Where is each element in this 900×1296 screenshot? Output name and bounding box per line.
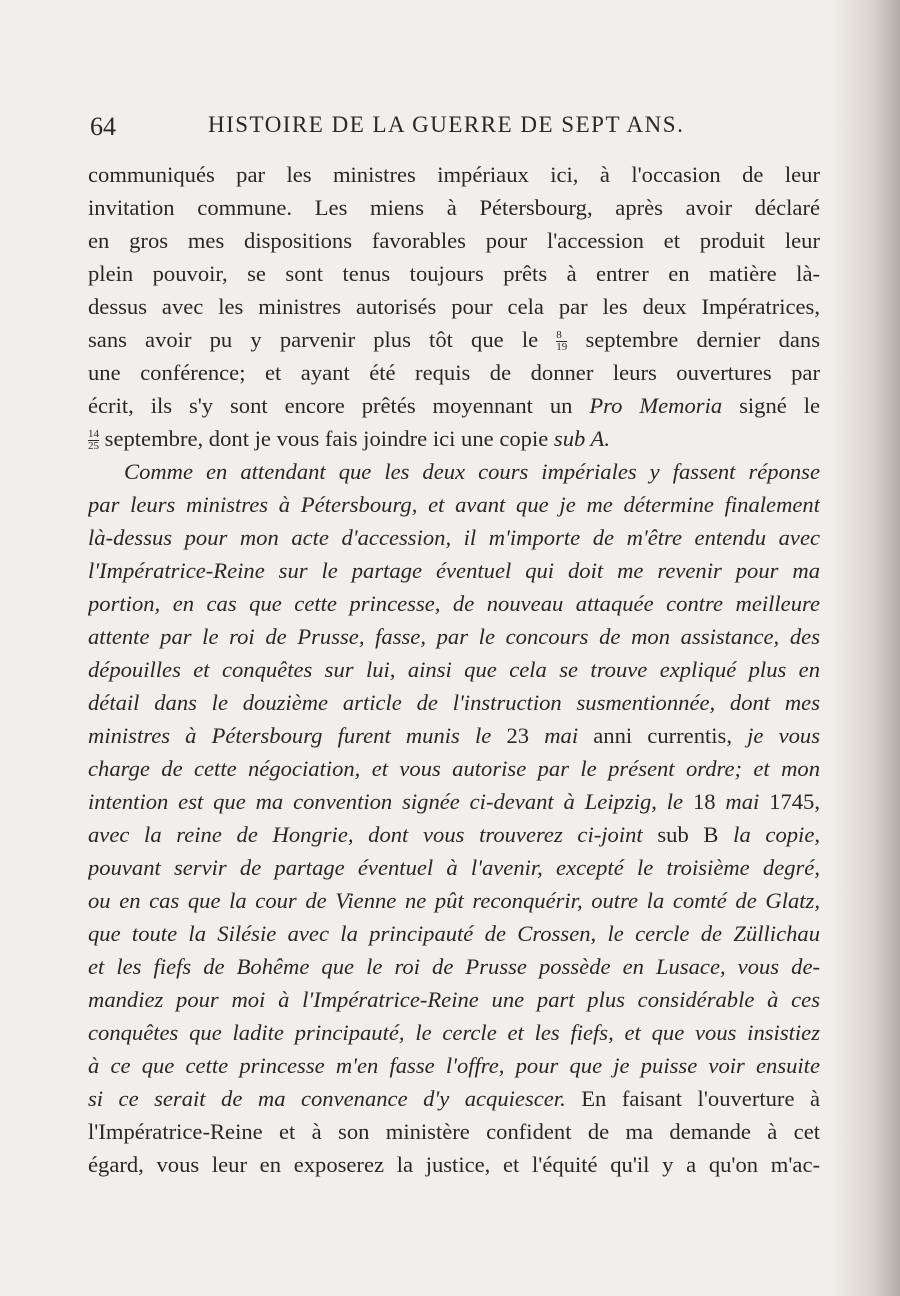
- text-line: à ce que cette princesse m'en fasse l'offre, pour que je puisse voir ensuite: [88, 1053, 820, 1078]
- text-line: conquêtes que ladite principauté, le cercle et les fiefs, et que vous insistiez: [88, 1020, 820, 1045]
- text-span: En faisant l'ouverture à: [581, 1086, 820, 1111]
- text-span: ministres à Pétersbourg furent munis le: [88, 723, 492, 748]
- text-span: écrit, ils s'y sont encore prêtés moyennant un: [88, 393, 573, 418]
- text-line: [88, 1082, 820, 1115]
- text-span: intention est que ma convention signée ci-devant à Leipzig, le: [88, 789, 684, 814]
- text-line: égard, vous leur en exposerez la justice, et l'équité qu'il y a qu'on m'ac-: [88, 1152, 820, 1177]
- text-line: en gros mes dispositions favorables pour l'accession et produit leur: [88, 228, 820, 253]
- italic-span: sub A.: [553, 426, 610, 451]
- text-line: attente par le roi de Prusse, fasse, par le concours de mon assistance, des: [88, 624, 820, 649]
- text-line: [88, 389, 820, 422]
- text-line: Comme en attendant que les deux cours impériales y fassent réponse: [124, 459, 820, 484]
- italic-span: Pro Memoria: [589, 393, 723, 418]
- text-span: septembre dernier dans: [585, 327, 820, 352]
- roman-span: 23: [506, 723, 530, 748]
- fraction-numerator: 14: [88, 428, 99, 441]
- text-line: et les fiefs de Bohême que le roi de Prusse possède en Lusace, vous de-: [88, 954, 820, 979]
- fraction-denominator: 25: [88, 440, 99, 453]
- fraction-numerator: 8: [556, 329, 562, 342]
- text-span: mai: [725, 789, 760, 814]
- text-line: ou en cas que la cour de Vienne ne pût reconquérir, outre la comté de Glatz,: [88, 888, 820, 913]
- text-span: la copie,: [733, 822, 820, 847]
- text-span: septembre, dont je vous fais joindre ici une copie: [104, 426, 549, 451]
- text-line: [88, 785, 820, 818]
- text-line: pouvant servir de partage éventuel à l'avenir, excepté le troisième degré,: [88, 855, 820, 880]
- fraction-denominator: 19: [556, 341, 568, 354]
- text-line: l'Impératrice-Reine sur le partage éventuel qui doit me revenir pour ma: [88, 558, 820, 583]
- text-line: par leurs ministres à Pétersbourg, et avant que je me détermine finalement: [88, 492, 820, 517]
- body-text: [88, 158, 820, 1181]
- page-edge-shadow: [830, 0, 900, 1296]
- text-span: avec la reine de Hongrie, dont vous trouverez ci-joint: [88, 822, 643, 847]
- text-line: [88, 818, 820, 851]
- roman-span: anni currentis,: [593, 723, 732, 748]
- page-number: 64: [90, 112, 116, 141]
- text-line: dessus avec les ministres autorisés pour cela par les deux Impératrices,: [88, 294, 820, 319]
- page-header: [90, 112, 810, 146]
- date-fraction: [88, 429, 99, 452]
- text-line: [88, 323, 820, 356]
- text-line: mandiez pour moi à l'Impératrice-Reine une part plus considérable à ces: [88, 987, 820, 1012]
- text-line: plein pouvoir, se sont tenus toujours prêts à entrer en matière là-: [88, 261, 820, 286]
- text-span: sans avoir pu y parvenir plus tôt que le: [88, 327, 539, 352]
- text-span: je vous: [747, 723, 820, 748]
- text-line: charge de cette négociation, et vous autorise par le présent ordre; et mon: [88, 756, 820, 781]
- text-line: communiqués par les ministres impériaux ici, à l'occasion de leur: [88, 162, 820, 187]
- text-line: dépouilles et conquêtes sur lui, ainsi que cela se trouve expliqué plus en: [88, 657, 820, 682]
- text-line: que toute la Silésie avec la principauté de Crossen, le cercle de Züllichau: [88, 921, 820, 946]
- roman-span: 18: [692, 789, 716, 814]
- text-line: l'Impératrice-Reine et à son ministère confident de ma demande à cet: [88, 1119, 820, 1144]
- running-title: HISTOIRE DE LA GUERRE DE SEPT ANS.: [208, 112, 685, 137]
- text-line: invitation commune. Les miens à Pétersbourg, après avoir déclaré: [88, 195, 820, 220]
- text-line: portion, en cas que cette princesse, de nouveau attaquée contre meilleure: [88, 591, 820, 616]
- text-line: [88, 719, 820, 752]
- text-line: là-dessus pour mon acte d'accession, il m'importe de m'être entendu avec: [88, 525, 820, 550]
- roman-span: 1745,: [769, 789, 820, 814]
- text-span: mai: [544, 723, 579, 748]
- text-line: une conférence; et ayant été requis de donner leurs ouvertures par: [88, 360, 820, 385]
- text-line: [88, 422, 820, 455]
- italic-span: si ce serait de ma convenance d'y acquiescer.: [88, 1086, 566, 1111]
- date-fraction: [556, 330, 567, 353]
- text-line: détail dans le douzième article de l'instruction susmentionnée, dont mes: [88, 690, 820, 715]
- roman-span: sub B: [657, 822, 719, 847]
- text-span: signé le: [739, 393, 820, 418]
